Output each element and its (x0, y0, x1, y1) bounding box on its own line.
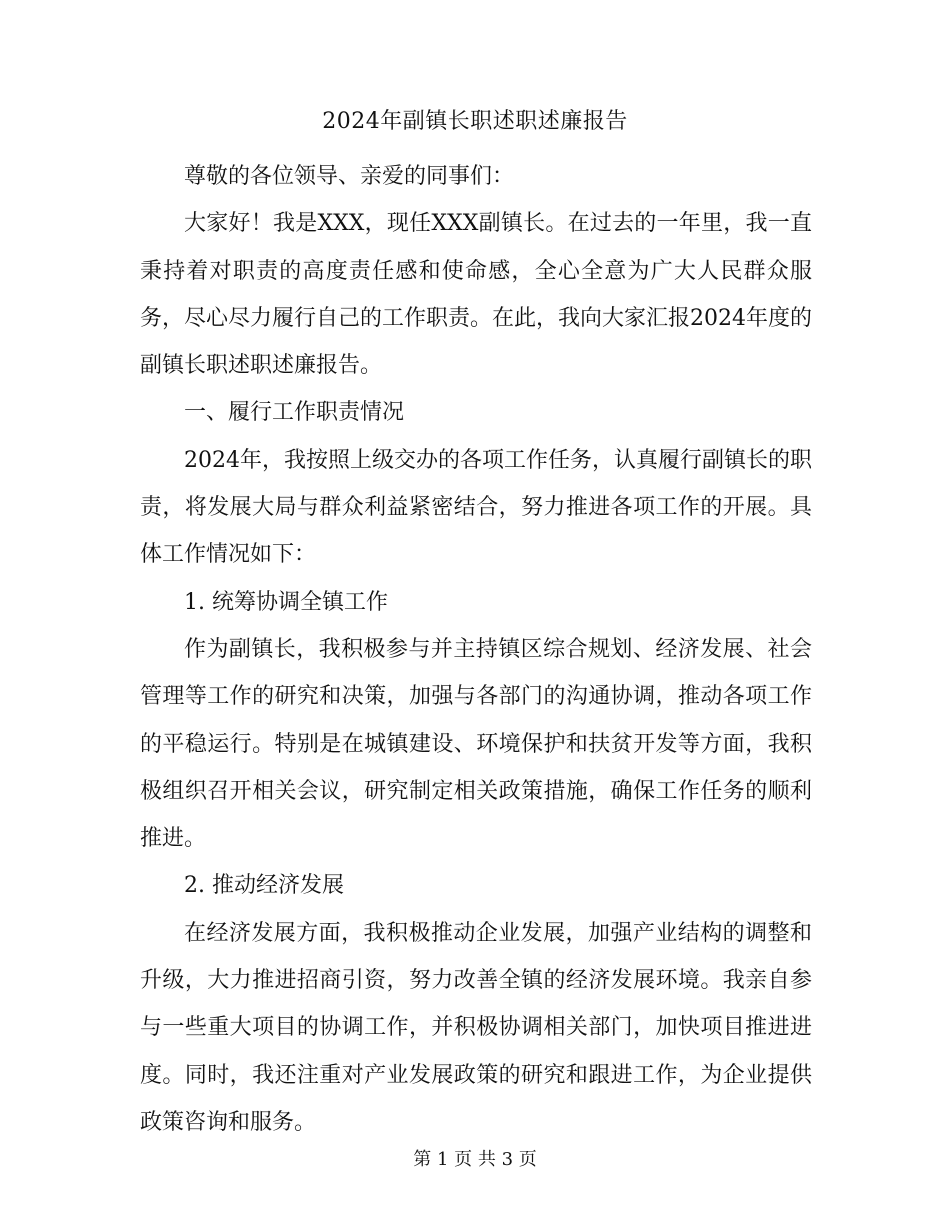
subsection-paragraph: 在经济发展方面，我积极推动企业发展，加强产业结构的调整和升级，大力推进招商引资，努力改善全镇的经济发展环境。我亲自参与一些重大项目的协调工作，并积极协调相关部门，加快项目推进进度。同时，我还注重对产业发展政策的研究和跟进工作，为企业提供政策咨询和服务。 (140, 920, 812, 1135)
salutation: 尊敬的各位领导、亲爱的同事们： (184, 164, 515, 189)
subsection-heading: 2. 推动经济发展 (184, 873, 344, 899)
page-footer: 第 1 页 共 3 页 (413, 1149, 537, 1170)
intro-paragraph: 大家好！我是XXX，现任XXX副镇长。在过去的一年里，我一直秉持着对职责的高度责任感和使命感，全心全意为广大人民群众服务，尽心尽力履行自己的工作职责。在此，我向大家汇报2024年度的副镇长职述职述廉报告。 (140, 211, 812, 379)
subsection-paragraph: 作为副镇长，我积极参与并主持镇区综合规划、经济发展、社会管理等工作的研究和决策，加强与各部门的沟通协调，推动各项工作的平稳运行。特别是在城镇建设、环境保护和扶贫开发等方面，我积极组织召开相关会议，研究制定相关政策措施，确保工作任务的顺利推进。 (140, 636, 812, 852)
document-title: 2024年副镇长职述职述廉报告 (322, 109, 628, 134)
document-body (140, 153, 812, 1146)
section-heading: 一、履行工作职责情况 (184, 400, 405, 426)
subsection-heading: 1. 统筹协调全镇工作 (184, 589, 388, 615)
section-paragraph: 2024年，我按照上级交办的各项工作任务，认真履行副镇长的职责，将发展大局与群众利益紧密结合，努力推进各项工作的开展。具体工作情况如下： (140, 447, 812, 568)
